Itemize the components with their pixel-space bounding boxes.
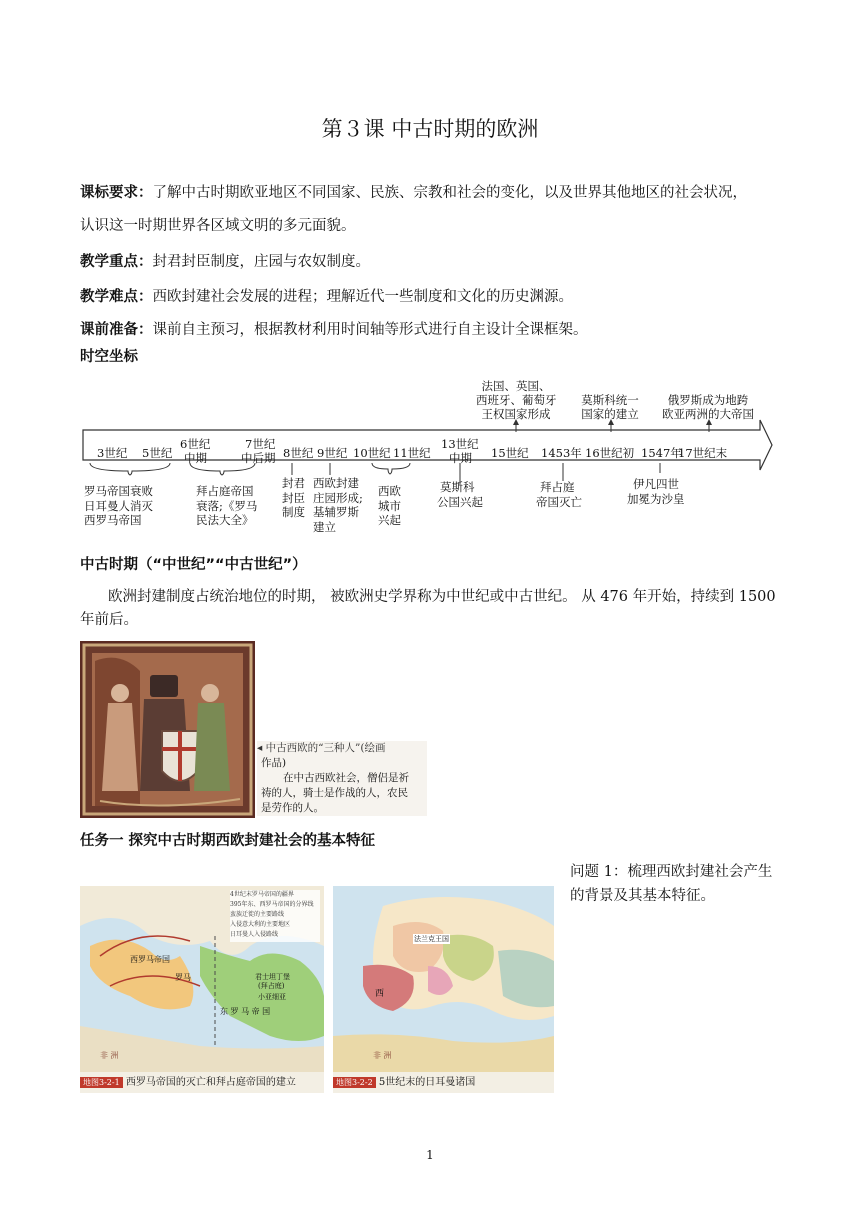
map-germanic-kingdoms bbox=[333, 886, 554, 1093]
tick-9c: 9世纪 bbox=[317, 446, 348, 460]
tick-13c-mid: 中期 bbox=[449, 451, 472, 465]
event-feudal-vassal-l1: 封君 bbox=[282, 476, 305, 490]
caption-line4: 祷的人，骑士是作战的人，农民 bbox=[261, 787, 408, 799]
tick-1547: 1547年 bbox=[641, 446, 682, 460]
map2-caption-text: 5世纪末的日耳曼诸国 bbox=[378, 1077, 476, 1088]
event-byzantine-fall bbox=[536, 480, 582, 509]
event-ivan-tsar-l1: 伊凡四世 bbox=[633, 477, 679, 491]
annot-moscow-l2: 国家的建立 bbox=[581, 407, 639, 421]
page-title: 第３课 中古时期的欧洲 bbox=[321, 117, 539, 141]
event-manor-kievan-l4: 建立 bbox=[313, 519, 336, 534]
map2-label-africa: 非 洲 bbox=[373, 1051, 392, 1060]
event-rome-fall-l1: 罗马帝国衰败 bbox=[84, 484, 153, 498]
medieval-line2: 年前后。 bbox=[80, 612, 138, 628]
key-point-label: 教学重点： bbox=[80, 254, 153, 270]
difficulty-text: 西欧封建社会发展的进程；理解近代一些制度和文化的历史渊源。 bbox=[152, 289, 573, 305]
event-byzantine-decline bbox=[196, 484, 257, 528]
medieval-heading: 中古时期（“中世纪”“中古世纪”） bbox=[80, 557, 307, 573]
tick-10c: 10世纪 bbox=[353, 446, 391, 460]
tick-6c-mid: 中期 bbox=[184, 451, 207, 465]
map1-label-rome: 罗马 bbox=[175, 973, 191, 982]
tick-7c-late: 中后期 bbox=[241, 451, 276, 465]
annot-moscow-l1: 莫斯科统一 bbox=[581, 393, 639, 407]
annot-russia bbox=[648, 393, 768, 421]
event-manor-kievan-l3: 基辅罗斯 bbox=[313, 505, 359, 519]
tick-7c: 7世纪 bbox=[245, 437, 276, 451]
requirement-text: 了解中古时期欧亚地区不同国家、民族、宗教和社会的变化，以及世界其他地区的社会状况， bbox=[152, 185, 747, 201]
map1-legend-3: 蛮族迁徙的主要路线 bbox=[230, 911, 285, 918]
caption-line2: 作品) bbox=[261, 757, 287, 769]
map1-legend-1: 4世纪末罗马帝国的疆界 bbox=[230, 891, 294, 898]
task1-question-l2: 的背景及其基本特征。 bbox=[570, 888, 715, 904]
event-rome-fall-l2: 日耳曼人消灭 bbox=[84, 498, 153, 513]
event-ivan-tsar bbox=[627, 477, 685, 506]
map-western-roman-fall bbox=[80, 886, 324, 1093]
annot-monarchies-l1: 法国、英国、 bbox=[481, 379, 551, 393]
map1-caption bbox=[80, 1074, 324, 1092]
event-cities-rise-l1: 西欧 bbox=[378, 484, 401, 498]
tick-6c: 6世纪 bbox=[180, 437, 211, 451]
map1-label-west: 西罗马帝国 bbox=[130, 955, 170, 964]
map2-caption-tag: 地图3-2-2 bbox=[333, 1077, 376, 1088]
annot-russia-l2: 欧亚两洲的大帝国 bbox=[662, 407, 754, 421]
event-byzantine-decline-l1: 拜占庭帝国 bbox=[196, 484, 254, 498]
event-byzantine-decline-l3: 民法大全》 bbox=[196, 513, 254, 527]
annot-moscow bbox=[575, 393, 645, 421]
requirement-line2: 认识这一时期世界各区域文明的多元面貌。 bbox=[80, 218, 356, 234]
map1-label-east: 东 罗 马 帝 国 bbox=[220, 1007, 271, 1016]
caption-line1: ◂ 中古西欧的“三种人”(绘画 bbox=[257, 742, 386, 754]
tick-1453: 1453年 bbox=[541, 446, 582, 460]
difficulty bbox=[80, 287, 785, 307]
event-manor-kievan-l2: 庄园形成; bbox=[313, 490, 363, 505]
map1-legend bbox=[230, 890, 313, 940]
tick-8c: 8世纪 bbox=[283, 446, 314, 460]
timeline-heading: 时空坐标 bbox=[80, 349, 138, 365]
event-ivan-tsar-l2: 加冕为沙皇 bbox=[627, 491, 685, 506]
preparation-label: 课前准备： bbox=[80, 322, 153, 338]
tick-11c: 11世纪 bbox=[393, 446, 431, 460]
map2-caption bbox=[333, 1074, 554, 1092]
tick-3c: 3世纪 bbox=[97, 446, 128, 460]
map1-caption-text: 西罗马帝国的灭亡和拜占庭帝国的建立 bbox=[125, 1077, 296, 1088]
preparation bbox=[80, 320, 785, 340]
key-point-text: 封君封臣制度，庄园与农奴制度。 bbox=[152, 254, 370, 270]
annot-monarchies bbox=[476, 379, 556, 421]
event-manor-kievan bbox=[313, 476, 363, 534]
event-byzantine-fall-l2: 帝国灭亡 bbox=[536, 494, 582, 509]
map1-legend-2: 395年东、西罗马帝国的分界线 bbox=[230, 901, 314, 908]
preparation-text: 课前自主预习，根据教材利用时间轴等形式进行自主设计全课框架。 bbox=[152, 322, 588, 338]
map2-graphic bbox=[333, 886, 554, 1072]
event-moscow-duchy-l1: 莫斯科 bbox=[440, 480, 475, 494]
medieval-line1: 欧洲封建制度占统治地位的时期， 被欧洲史学界称为中世纪或中古世纪。 从 476 年开始，持续到 1500 bbox=[108, 589, 776, 605]
three-orders-painting bbox=[80, 641, 255, 818]
key-point bbox=[80, 252, 785, 272]
event-feudal-vassal bbox=[282, 476, 305, 520]
tick-13c: 13世纪 bbox=[441, 437, 479, 451]
annot-russia-l1: 俄罗斯成为地跨 bbox=[667, 393, 749, 407]
map2-label-frank: 法兰克王国 bbox=[414, 935, 449, 943]
tick-5c: 5世纪 bbox=[142, 446, 173, 460]
event-cities-rise bbox=[378, 484, 401, 528]
map1-legend-5: 日耳曼人入侵路线 bbox=[230, 931, 279, 938]
three-orders-caption bbox=[257, 741, 427, 816]
event-byzantine-decline-l2: 衰落;《罗马 bbox=[196, 498, 258, 513]
difficulty-label: 教学难点： bbox=[80, 289, 153, 305]
event-cities-rise-l2: 城市 bbox=[378, 498, 401, 513]
event-byzantine-fall-l1: 拜占庭 bbox=[540, 480, 575, 494]
map1-label-constantinople: 君士坦丁堡 bbox=[255, 973, 290, 981]
event-moscow-duchy-l2: 公国兴起 bbox=[437, 494, 483, 509]
task1-question-l1: 问题 1：梳理西欧封建社会产生 bbox=[570, 864, 773, 880]
event-feudal-vassal-l3: 制度 bbox=[282, 505, 305, 519]
annot-monarchies-l3: 王权国家形成 bbox=[481, 407, 551, 421]
map1-legend-4: 入侵意大利的主要地区 bbox=[230, 921, 291, 928]
map1-label-byzantium: (拜占庭) bbox=[258, 982, 285, 990]
requirement-line1 bbox=[80, 183, 785, 203]
caption-line5: 是劳作的人。 bbox=[261, 802, 324, 814]
event-manor-kievan-l1: 西欧封建 bbox=[313, 476, 359, 490]
task1-heading: 任务一 探究中古时期西欧封建社会的基本特征 bbox=[80, 833, 376, 849]
event-rome-fall-l3: 西罗马帝国 bbox=[84, 513, 142, 527]
tick-16c-early: 16世纪初 bbox=[585, 446, 635, 460]
three-orders-illustration bbox=[80, 641, 255, 818]
task1-question bbox=[570, 860, 785, 908]
annot-monarchies-l2: 西班牙、葡萄牙 bbox=[476, 393, 557, 407]
event-cities-rise-l3: 兴起 bbox=[378, 513, 401, 527]
event-moscow-duchy bbox=[437, 480, 483, 509]
map1-label-africa: 非 洲 bbox=[100, 1051, 119, 1060]
map2-label-west: 西 bbox=[375, 989, 385, 999]
event-feudal-vassal-l2: 封臣 bbox=[282, 490, 305, 505]
tick-15c: 15世纪 bbox=[491, 446, 529, 460]
event-rome-fall bbox=[84, 484, 153, 528]
map1-label-asia-minor: 小亚细亚 bbox=[258, 993, 286, 1001]
caption-line3: 在中古西欧社会，僧侣是祈 bbox=[283, 772, 409, 784]
page-number: 1 bbox=[426, 1148, 434, 1162]
tick-17c-end: 17世纪末 bbox=[678, 446, 728, 460]
map1-caption-tag: 地图3-2-1 bbox=[80, 1077, 123, 1088]
requirement-label: 课标要求： bbox=[80, 185, 153, 201]
